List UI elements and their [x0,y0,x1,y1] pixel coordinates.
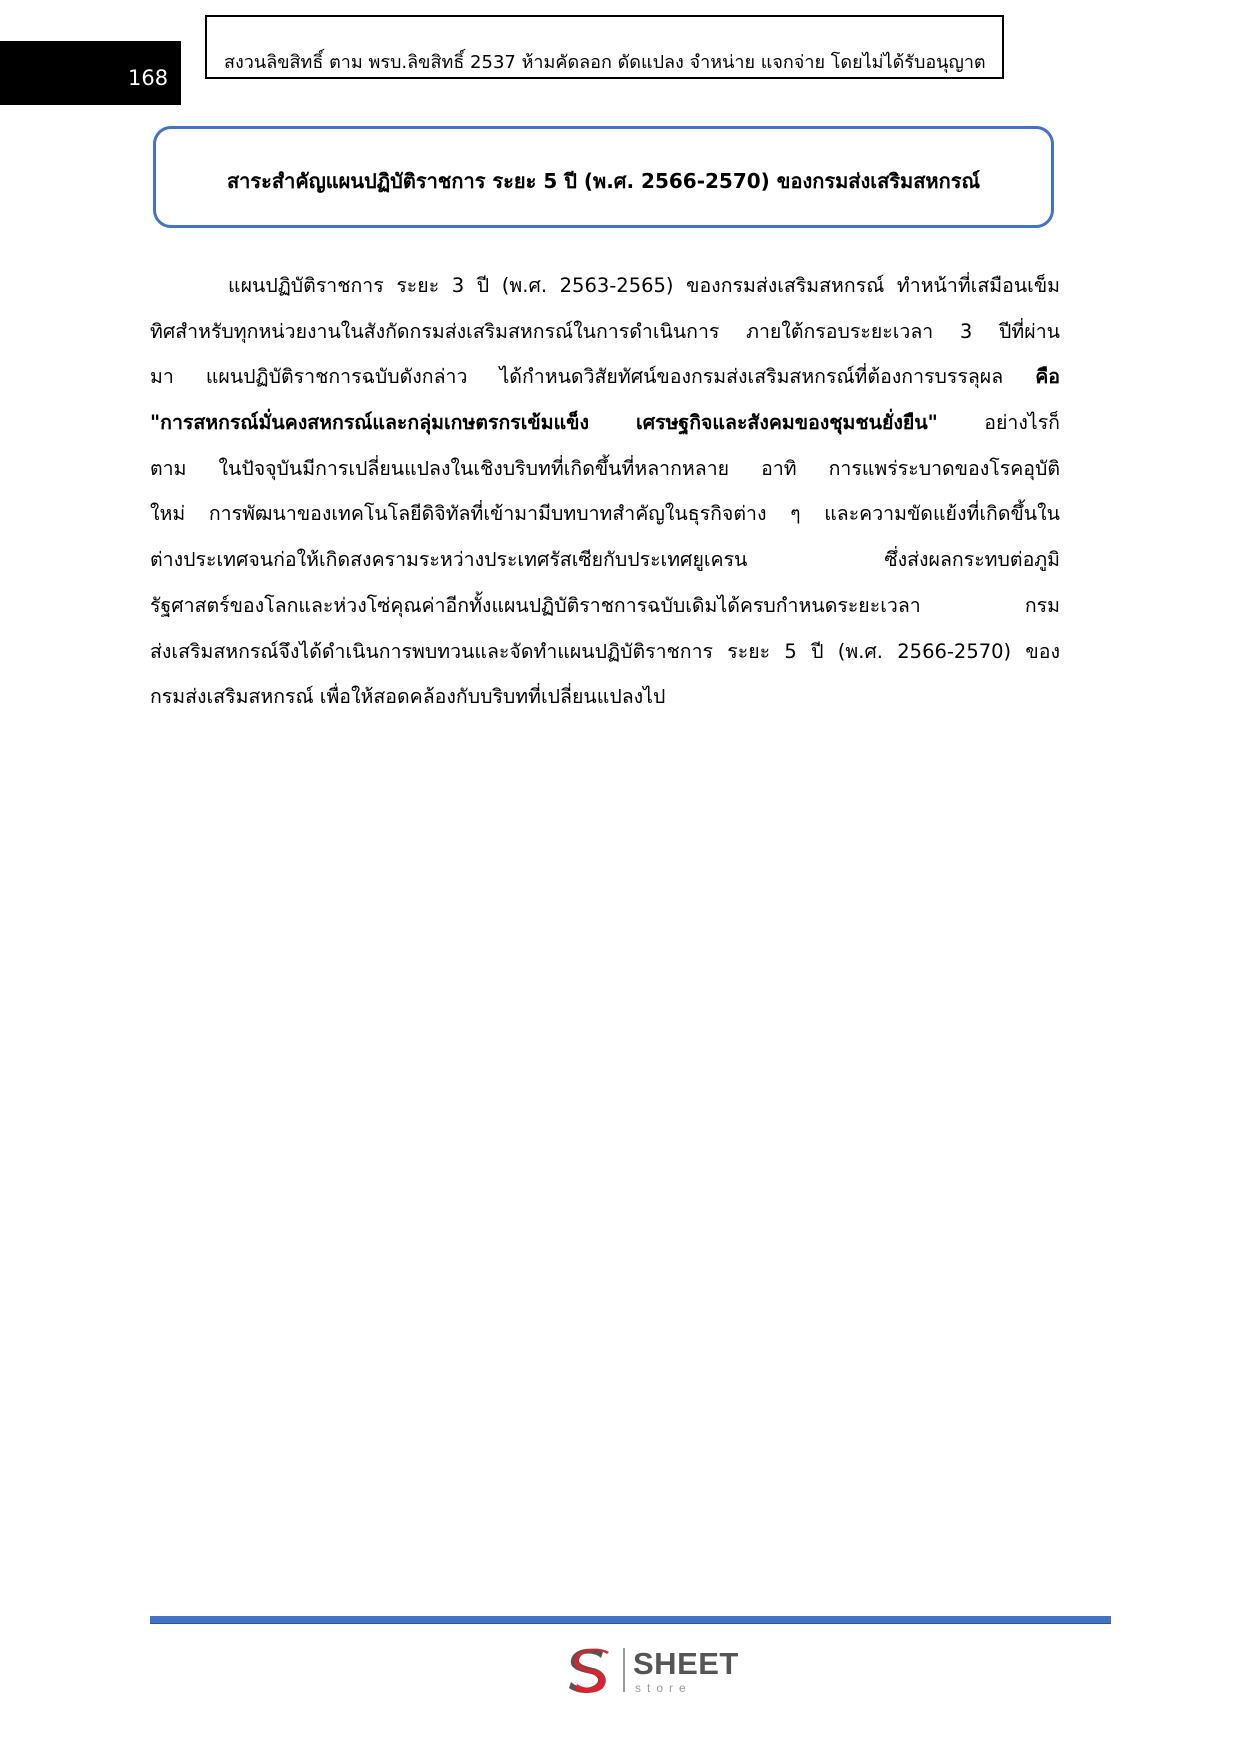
section-title: สาระสำคัญแผนปฏิบัติราชการ ระยะ 5 ปี (พ.ศ. 2566-2570) ของกรมส่งเสริมสหกรณ์ [226,169,981,193]
body-paragraph [150,263,1060,720]
copyright-notice-box [205,15,1004,79]
body-emphasis: คือ [1035,365,1060,389]
section-title-box [153,126,1054,228]
body-line: ทิศสำหรับทุกหน่วยงานในสังกัดกรมส่งเสริมสหกรณ์ในการดำเนินการ ภายใต้กรอบระยะเวลา 3 ปีที่ผ่าน [150,319,1060,343]
logo-divider [623,1648,625,1692]
body-text-segment: อย่างไรก็ [937,411,1060,435]
body-line: ส่งเสริมสหกรณ์จึงได้ดำเนินการพบทวนและจัดทำแผนปฏิบัติราชการ ระยะ 5 ปี (พ.ศ. 2566-2570) ของ [150,639,1060,663]
body-line: ใหม่ การพัฒนาของเทคโนโลยีดิจิทัลที่เข้ามามีบทบาทสำคัญในธุรกิจต่าง ๆ และความขัดแย้งที่เกิดขึ้นใน [150,502,1060,526]
body-line [150,400,1060,446]
logo-wordmark: SHEET [633,1646,739,1681]
body-line: แผนปฏิบัติราชการ ระยะ 3 ปี (พ.ศ. 2563-2565) ของกรมส่งเสริมสหกรณ์ ทำหน้าที่เสมือนเข็ม [228,274,1060,297]
body-line [150,354,1060,400]
sheet-store-logo [563,1644,743,1696]
footer-divider [150,1616,1111,1624]
body-line: รัฐศาสตร์ของโลกและห่วงโซ่คุณค่าอีกทั้งแผนปฏิบัติราชการฉบับเดิมได้ครบกำหนดระยะเวลา กรม [150,593,1060,617]
vision-statement: "การสหกรณ์มั่นคงสหกรณ์และกลุ่มเกษตรกรเข้มแข็ง เศรษฐกิจและสังคมของชุมชนยั่งยืน" [150,411,938,435]
body-text-segment: มา แผนปฏิบัติราชการฉบับดังกล่าว ได้กำหนดวิสัยทัศน์ของกรมส่งเสริมสหกรณ์ที่ต้องการบรรลุผล [150,365,1036,389]
body-line: ต่างประเทศจนก่อให้เกิดสงครามระหว่างประเทศรัสเซียกับประเทศยูเครน ซึ่งส่งผลกระทบต่อภูมิ [150,548,1060,572]
logo-subtext: store [635,1681,692,1695]
body-line: ตาม ในปัจจุบันมีการเปลี่ยนแปลงในเชิงบริบทที่เกิดขึ้นที่หลากหลาย อาทิ การแพร่ระบาดของโรคอุบัติ [150,456,1060,480]
sheet-store-logo-icon [563,1644,615,1696]
page-number: 168 [128,66,169,90]
copyright-notice: สงวนลิขสิทธิ์ ตาม พรบ.ลิขสิทธิ์ 2537 ห้ามคัดลอก ดัดแปลง จำหน่าย แจกจ่าย โดยไม่ได้รับอนุญาต [224,52,986,73]
body-line: กรมส่งเสริมสหกรณ์ เพื่อให้สอดคล้องกับบริบทที่เปลี่ยนแปลงไป [150,685,666,709]
